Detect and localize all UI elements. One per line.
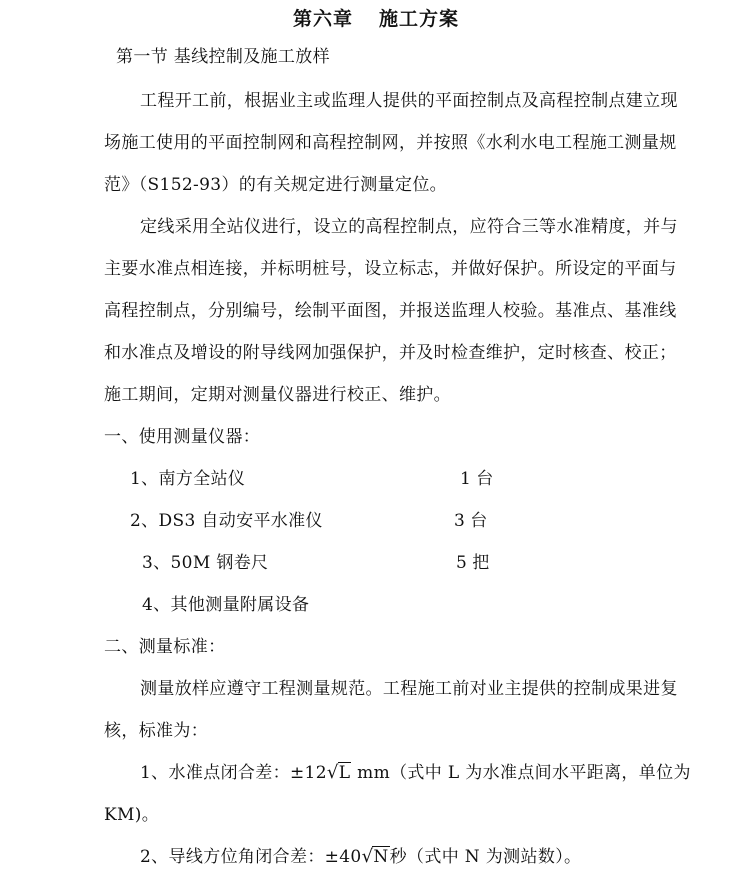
radicand: N [373,847,389,867]
leveling-closure-rule [140,762,691,784]
section-heading: 第一节 基线控制及施工放样 [116,47,330,67]
paragraph-line: 工程开工前，根据业主或监理人提供的平面控制点及高程控制点建立现 [140,91,678,111]
instrument-quantity: 3 台 [454,511,488,531]
radicand: L [338,763,351,783]
chapter-number: 第六章 [292,8,353,30]
paragraph-line: 高程控制点，分别编号，绘制平面图，并报送监理人校验。基准点、基准线 [104,301,677,321]
instrument-name: 4、其他测量附属设备 [142,595,310,615]
paragraph-line: KM)。 [104,805,160,825]
instrument-quantity: 5 把 [456,553,490,573]
radical-icon: √ [361,846,374,867]
chapter-name: 施工方案 [379,8,460,30]
paragraph-line: 场施工使用的平面控制网和高程控制网，并按照《水利水电工程施工测量规 [104,133,677,153]
standards-heading: 二、测量标准： [104,637,226,657]
paragraph-line: 施工期间，定期对测量仪器进行校正、维护。 [104,385,451,405]
radical-icon: √ [326,762,339,783]
traverse-closure-rule [140,846,581,868]
paragraph-line: 核，标准为： [104,721,209,741]
instrument-name: 2、DS3 自动安平水准仪 [130,511,323,531]
instrument-name: 3、50M 钢卷尺 [142,553,269,573]
instruments-heading: 一、使用测量仪器： [104,427,261,447]
paragraph-line: 范》（S152-93）的有关规定进行测量定位。 [104,175,448,195]
rule-prefix: 1、水准点闭合差：±12 [140,763,327,783]
paragraph-line: 和水准点及增设的附导线网加强保护，并及时检查维护，定时核查、校正； [104,343,677,363]
instrument-name: 1、南方全站仪 [130,469,246,489]
rule-suffix: 秒（式中 N 为测站数）。 [389,847,582,867]
paragraph-line: 定线采用全站仪进行，设立的高程控制点，应符合三等水准精度，并与 [140,217,678,237]
paragraph-line: 测量放样应遵守工程测量规范。工程施工前对业主提供的控制成果进复 [140,679,678,699]
paragraph-line: 主要水准点相连接，并标明桩号，设立标志，并做好保护。所设定的平面与 [104,259,677,279]
chapter-title [0,4,752,31]
sqrt-L [327,762,351,784]
rule-suffix: mm（式中 L 为水准点间水平距离，单位为 [351,763,691,783]
instrument-quantity: 1 台 [460,469,494,489]
sqrt-N [362,846,390,868]
rule-prefix: 2、导线方位角闭合差：±40 [140,847,362,867]
